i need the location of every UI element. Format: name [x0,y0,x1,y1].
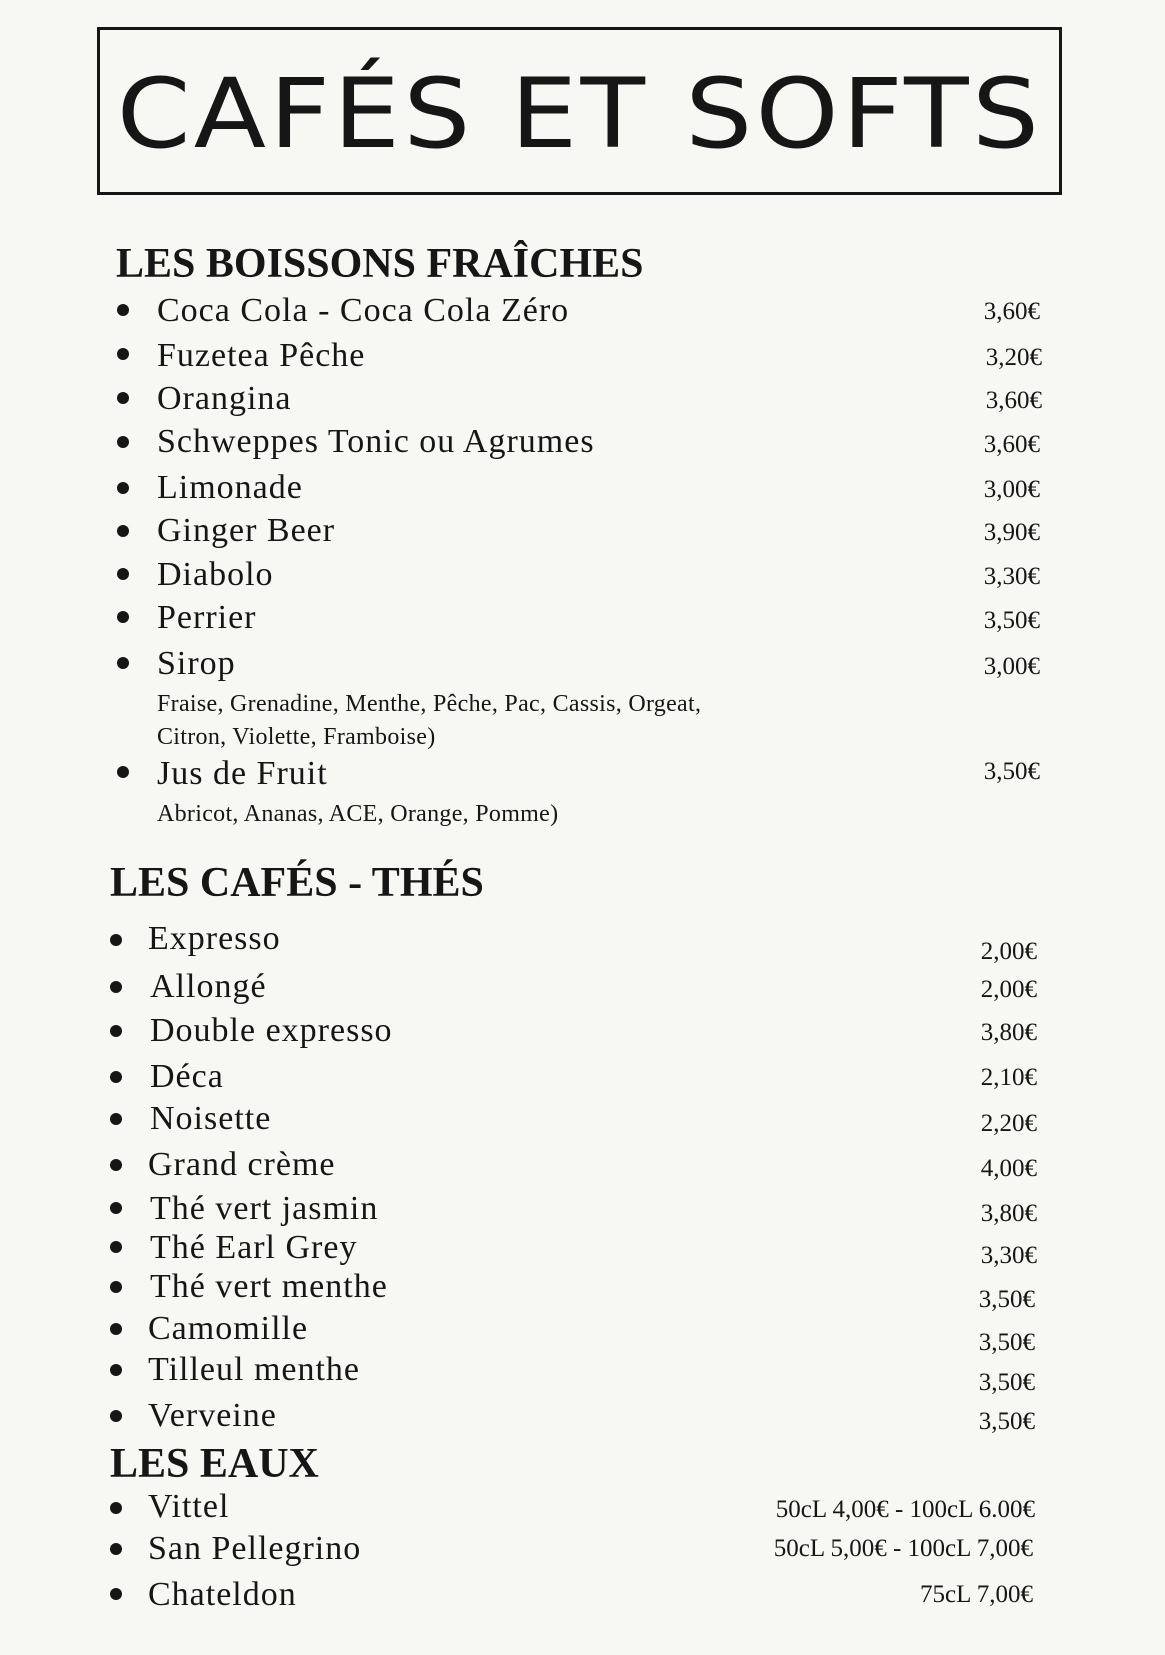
bullet-icon [117,482,129,494]
bullet-icon [110,1071,122,1083]
bullet-icon [117,304,129,316]
menu-item-name: Coca Cola - Coca Cola Zéro [157,292,570,329]
menu-item-price: 3,50€ [983,607,1040,634]
bullet-icon [117,392,129,404]
menu-item-name: Diabolo [157,556,274,593]
menu-item-name: Déca [150,1058,224,1095]
bullet-icon [117,568,129,580]
menu-item-price: 3,60€ [985,387,1042,414]
menu-item-price: 50cL 5,00€ - 100cL 7,00€ [773,1535,1033,1562]
menu-item-price: 2,20€ [980,1110,1037,1137]
menu-item-price: 50cL 4,00€ - 100cL 6.00€ [775,1496,1035,1523]
menu-item-price: 2,00€ [980,976,1037,1003]
bullet-icon [117,611,129,623]
section-title-boissons: LES BOISSONS FRAÎCHES [116,241,644,287]
bullet-icon [117,436,129,448]
menu-item-name: Thé Earl Grey [150,1229,358,1266]
menu-item-name: Double expresso [150,1012,393,1049]
bullet-icon [117,657,129,669]
menu-item-price: 3,60€ [983,431,1040,458]
bullet-icon [110,1241,122,1253]
bullet-icon [110,1543,122,1555]
menu-item-price: 3,90€ [983,519,1040,546]
section-title-cafes: LES CAFÉS - THÉS [110,860,484,906]
menu-item-details: Abricot, Ananas, ACE, Orange, Pomme) [157,801,559,827]
menu-item-name: Expresso [148,920,281,957]
menu-item-price: 2,00€ [980,938,1037,965]
menu-item-price: 3,50€ [978,1329,1035,1356]
bullet-icon [117,348,129,360]
menu-item-name: Vittel [148,1488,230,1525]
bullet-icon [110,1281,122,1293]
menu-item-name: Allongé [150,968,267,1005]
menu-item-details: Citron, Violette, Framboise) [157,724,436,750]
menu-item-price: 3,50€ [978,1369,1035,1396]
menu-item-price: 3,60€ [983,298,1040,325]
menu-item-name: Thé vert menthe [150,1268,388,1305]
menu-item-price: 3,20€ [985,344,1042,371]
menu-item-name: Fuzetea Pêche [157,337,366,374]
menu-item-name: San Pellegrino [148,1530,362,1567]
menu-item-price: 3,50€ [983,758,1040,785]
bullet-icon [117,525,129,537]
bullet-icon [110,1588,122,1600]
menu-item-name: Ginger Beer [157,512,336,549]
menu-item-price: 3,00€ [983,476,1040,503]
menu-item-name: Schweppes Tonic ou Agrumes [157,423,595,460]
bullet-icon [110,1113,122,1125]
menu-item-details: Fraise, Grenadine, Menthe, Pêche, Pac, Cassis, Orgeat, [157,691,702,717]
page-title: CAFÉS ET SOFTS [116,58,1043,170]
menu-item-name: Thé vert jasmin [150,1190,379,1227]
menu-item-name: Orangina [157,380,292,417]
menu-item-price: 3,80€ [980,1019,1037,1046]
menu-item-name: Sirop [157,645,236,682]
menu-item-name: Limonade [157,469,303,506]
menu-item-name: Jus de Fruit [157,755,328,792]
menu-item-price: 75cL 7,00€ [920,1581,1033,1608]
menu-item-price: 3,50€ [978,1408,1035,1435]
bullet-icon [117,766,129,778]
bullet-icon [110,1025,122,1037]
menu-item-price: 3,00€ [983,653,1040,680]
bullet-icon [110,934,122,946]
title-frame [97,27,1062,195]
menu-item-price: 3,50€ [978,1286,1035,1313]
bullet-icon [110,1502,122,1514]
menu-item-price: 3,30€ [980,1242,1037,1269]
bullet-icon [110,981,122,993]
menu-item-name: Chateldon [148,1576,297,1613]
bullet-icon [110,1410,122,1422]
bullet-icon [110,1323,122,1335]
menu-item-name: Perrier [157,599,257,636]
menu-item-price: 3,80€ [980,1200,1037,1227]
bullet-icon [110,1202,122,1214]
menu-item-name: Camomille [148,1310,309,1347]
menu-item-name: Verveine [148,1397,277,1434]
bullet-icon [110,1159,122,1171]
menu-item-name: Noisette [150,1100,272,1137]
menu-item-price: 3,30€ [983,563,1040,590]
menu-item-name: Tilleul menthe [148,1351,361,1388]
section-title-eaux: LES EAUX [110,1441,319,1487]
menu-item-name: Grand crème [148,1146,336,1183]
menu-item-price: 4,00€ [980,1155,1037,1182]
bullet-icon [110,1364,122,1376]
menu-item-price: 2,10€ [980,1064,1037,1091]
